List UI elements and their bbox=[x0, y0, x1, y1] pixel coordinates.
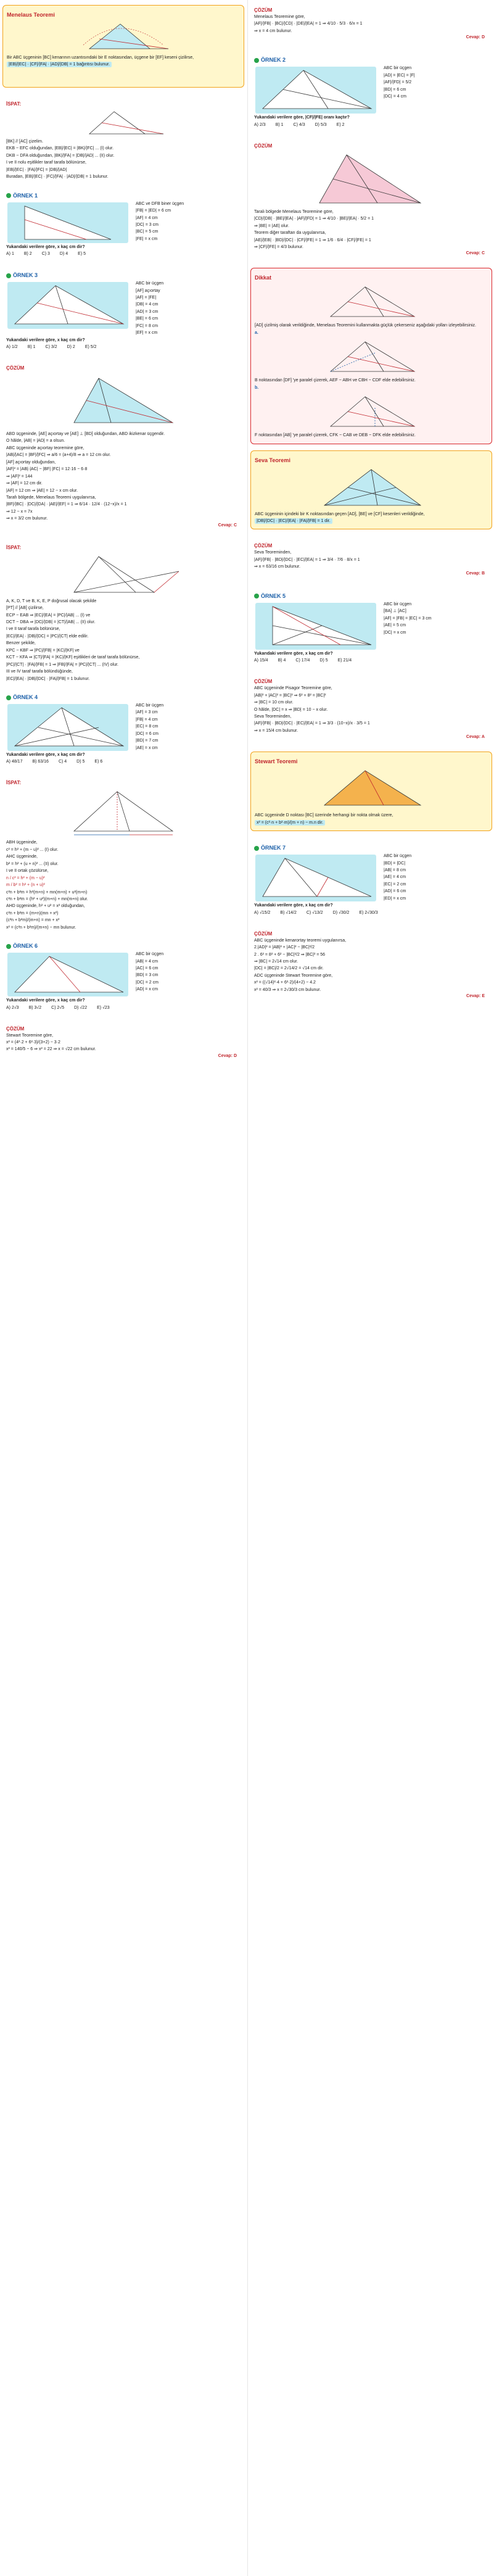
cozum3-line-5: [AF] açıortay olduğundan, bbox=[6, 460, 56, 465]
cozum7-line-1: ABC üçgeninde kenarortay teoremi uygulanırsa, bbox=[254, 938, 347, 943]
cozum3-line-7: ⇒ |AF|² = 144 bbox=[6, 474, 33, 479]
dikkat-b-figure bbox=[322, 393, 421, 430]
ornek3-given-8: |EF| = x cm bbox=[136, 331, 158, 336]
ornek4-given-5: |DC| = 6 cm bbox=[136, 731, 158, 736]
cozum3-line-10: Tarafı bölgede, Menelaus Teoremi uygulanırsa, bbox=[6, 495, 96, 500]
choice-c[interactable]: C) 2√5 bbox=[51, 1005, 65, 1010]
cozum2-line-4: Teorem diğer taraftan da uygulanırsa, bbox=[254, 231, 326, 236]
cozum6-answer: Cevap: D bbox=[218, 1053, 237, 1058]
ornek1-section bbox=[0, 185, 247, 265]
cozum6-title: ÇÖZÜM bbox=[6, 1025, 25, 1032]
ornek5-choices bbox=[254, 658, 488, 663]
ispat2-line-2: [PT] // [AB] çizilirse, bbox=[6, 606, 44, 611]
ornek2-section bbox=[248, 49, 494, 135]
cozum7-line-5: |DC| = |BC|/2 = 2√14/2 = √14 cm dir. bbox=[254, 966, 324, 971]
ornek7-question: Yukarıdaki verilere göre, x kaç cm dir? bbox=[254, 903, 333, 908]
ornek2-given-4: |BD| = 6 cm bbox=[384, 87, 406, 92]
ornek7-choices bbox=[254, 911, 488, 915]
ornek5-label: ÖRNEK 5 bbox=[261, 592, 286, 599]
choice-e[interactable]: E) 2 bbox=[336, 122, 345, 127]
ispat2-line-3: ECP ~ EAB ⇒ |EC|/|EA| = |PC|/|AB| ... (I) ve bbox=[6, 613, 91, 618]
ispat2-line-6: |EC|/|EA| · |DB|/|DC| = |PC|/|CT| elde edilir. bbox=[6, 634, 89, 639]
cozum3-line-12: ⇒ 12 − x = 7x bbox=[6, 509, 33, 514]
menelaus-title: Menelaus Teoremi bbox=[7, 12, 55, 18]
choice-c[interactable]: C) 4 bbox=[58, 760, 67, 764]
ornek3-given-1: ABC bir üçgen bbox=[136, 281, 164, 286]
seva-text: ABC üçgeninin içindeki bir K noktasından geçen [AD], [BE] ve [CF] kesenleri verildiğinde, bbox=[255, 511, 425, 516]
ornek1-given-3: |AF| = 4 cm bbox=[136, 215, 158, 220]
cozum7-line-7: x² = ((√14)²·4 + 6²·2)/(4+2) − 4.2 bbox=[254, 980, 316, 985]
ornek2-choices bbox=[254, 123, 488, 127]
cozum2-figure bbox=[310, 151, 433, 207]
cozum5-line-6: |AF|/|FB| · |BD|/|DC| · |EC|/|EA| = 1 ⇒ 3/3 · (10−x)/x · 3/5 = 1 bbox=[254, 721, 370, 726]
ornek7-given-5: |EC| = 2 cm bbox=[384, 882, 406, 887]
ispat1-line-4: I ve II nolu eşitlikler taraf tarafa bölünürse, bbox=[6, 160, 86, 165]
choice-a[interactable]: A) 2/3 bbox=[254, 122, 266, 127]
cozum7-line-3: 2 . 6² = 8² + 6² − |BC|²/2 ⇒ |BC|² = 56 bbox=[254, 952, 326, 957]
cozum1-line-1: Menelaus Teoremine göre, bbox=[254, 15, 305, 19]
dikkat-a-text: B noktasından [DF] 'ye paralel çizerek, AEF ~ ABH ve CBH ~ CDF elde edebilirsiniz. bbox=[255, 378, 416, 383]
ornek4-given-6: |BD| = 7 cm bbox=[136, 739, 158, 743]
ornek4-given-1: ABC bir üçgen bbox=[136, 703, 164, 708]
cozum3-line-11: |BF|/|BC| · |DC|/|DA| · |AE|/|EF| = 1 ⇒ 6/14 · 12/4 · (12−x)/x = 1 bbox=[6, 502, 127, 507]
choice-d[interactable]: D) 2 bbox=[67, 345, 75, 349]
cozum4-answer: Cevap: B bbox=[466, 571, 485, 576]
ornek1-given-2: |FB| = |ED| = 6 cm bbox=[136, 209, 171, 213]
ornek3-given-5: |AD| = 3 cm bbox=[136, 309, 158, 314]
cozum2-line-1: Taralı bölgede Menelaus Teoremine göre, bbox=[254, 209, 334, 214]
ornek7-section bbox=[248, 837, 494, 924]
ornek4-given-7: |AE| = x cm bbox=[136, 745, 158, 750]
ornek5-given-3: |AF| = |FB| = |EC| = 3 cm bbox=[384, 616, 432, 621]
ornek2-given-3: |AF|/|FD| = 5/2 bbox=[384, 80, 412, 85]
ornek-dot-icon bbox=[6, 193, 11, 198]
cozum7-answer: Cevap: E bbox=[466, 994, 485, 999]
choice-a[interactable]: A) 15/4 bbox=[254, 658, 268, 663]
cozum6-line-1: Stewart Teoremine göre, bbox=[6, 1033, 54, 1038]
ornek1-question: Yukarıdaki verilere göre, x kaç cm dir? bbox=[6, 244, 85, 249]
choice-b[interactable]: B) 1 bbox=[27, 345, 36, 349]
ispat3-line-8: c²n + b²m = h²(m+n) + mn(m+n) + u²(m+n) bbox=[6, 890, 88, 895]
cozum3-section bbox=[0, 358, 247, 537]
choice-d[interactable]: D) 5 bbox=[319, 658, 328, 663]
ispat2-title: İSPAT: bbox=[6, 544, 22, 550]
ornek-dot-icon bbox=[6, 273, 11, 278]
choice-e[interactable]: E) 2√30/3 bbox=[359, 910, 378, 915]
ispat3-line-3: AHC üçgeninde, bbox=[6, 855, 38, 859]
cozum2-line-6: ⇒ |CF|/|FE| = 4/3 bulunur. bbox=[254, 244, 303, 249]
ornek1-given-6: |FE| = x cm bbox=[136, 236, 158, 241]
ornek6-choices bbox=[6, 1006, 241, 1010]
ispat3-line-5: I ve II ortak çözülürse, bbox=[6, 869, 49, 874]
ornek1-given-4: |DC| = 3 cm bbox=[136, 222, 158, 227]
cozum4-line-1: Seva Teoreminden, bbox=[254, 550, 292, 555]
ispat2-section bbox=[0, 537, 247, 687]
ornek3-given-4: |DB| = 4 cm bbox=[136, 302, 158, 307]
cozum7-title: ÇÖZÜM bbox=[254, 930, 273, 937]
dikkat-a-figure bbox=[322, 338, 421, 375]
ornek5-given-4: |AE| = 5 cm bbox=[384, 623, 406, 628]
ornek6-label: ÖRNEK 6 bbox=[13, 943, 38, 950]
ornek5-given-2: [BA] ⊥ [AC] bbox=[384, 609, 406, 614]
choice-e[interactable]: E) 21/4 bbox=[337, 658, 352, 663]
ornek1-label: ÖRNEK 1 bbox=[13, 192, 38, 199]
choice-d[interactable]: D) 5 bbox=[76, 760, 85, 764]
ispat3-line-10: AHD üçgeninde, h² + u² = x² olduğundan, bbox=[6, 904, 85, 909]
ornek7-given-3: |AB| = 8 cm bbox=[384, 868, 406, 872]
cozum5-line-7: ⇒ x = 15/4 cm bulunur. bbox=[254, 728, 298, 733]
cozum3-line-3: ABC üçgeninde açıortay teoremine göre, bbox=[6, 445, 84, 450]
ispat2-line-1: A, K, D, T ve B, K, E, P doğrusal olacak şekilde bbox=[6, 598, 97, 603]
cozum5-answer: Cevap: A bbox=[466, 735, 485, 740]
cozum7-line-6: ADC üçgeninde Stewart Teoremine göre, bbox=[254, 973, 333, 978]
stewart-text: ABC üçgeninde D noktası [BC] üzerinde herhangi bir nokta olmak üzere, bbox=[255, 813, 393, 818]
cozum4-line-3: ⇒ x = 63/16 cm bulunur. bbox=[254, 565, 300, 569]
ispat3-line-11: c²n + b²m = (m+n)(mn + x²) bbox=[6, 911, 59, 916]
ornek5-figure bbox=[254, 602, 377, 651]
ispat3-line-13: x² = (c²n + b²m)/(m+n) − mn bulunur. bbox=[6, 925, 76, 930]
right-column bbox=[247, 0, 494, 2576]
cozum2-section bbox=[248, 136, 494, 266]
ornek7-given-2: |BD| = |DC| bbox=[384, 861, 406, 866]
ornek-dot-icon bbox=[254, 846, 259, 851]
choice-e[interactable]: E) 6 bbox=[94, 760, 103, 764]
choice-c[interactable]: C) 3/2 bbox=[45, 345, 57, 349]
cozum4-title: ÇÖZÜM bbox=[254, 543, 273, 549]
ornek3-question: Yukarıdaki verilere göre, x kaç cm dir? bbox=[6, 338, 85, 342]
cozum5-line-2: |AB|² + |AC|² = |BC|² ⇒ 6² + 8² = |BC|² bbox=[254, 693, 326, 698]
cozum3-line-8: ⇒ |AF| = 12 cm dir. bbox=[6, 481, 43, 486]
ornek1-choices bbox=[6, 252, 241, 256]
cozum5-line-3: ⇒ |BC| = 10 cm olur. bbox=[254, 700, 294, 705]
cozum5-section bbox=[248, 671, 494, 749]
ispat1-title: İSPAT: bbox=[6, 101, 22, 107]
ispat2-line-9: KCT ~ KFA ⇒ |CT|/|FA| = |KC|/|KF| eşitlikleri de taraf tarafa bölünürse, bbox=[6, 655, 140, 660]
choice-c[interactable]: C) √13/2 bbox=[306, 910, 323, 915]
ispat2-figure bbox=[62, 553, 185, 596]
ornek2-figure bbox=[254, 65, 377, 115]
seva-figure bbox=[316, 466, 427, 509]
ornek1-given-5: |BC| = 5 cm bbox=[136, 230, 158, 234]
choice-a[interactable]: A) 1 bbox=[6, 252, 14, 257]
choice-b[interactable]: B) √14/2 bbox=[280, 910, 297, 915]
seva-formula: |DB|/|DC| · |EC|/|EA| · |FA|/|FB| = 1 dir. bbox=[255, 518, 332, 524]
cozum7-line-8: x² = 40/3 ⇒ x = 2√30/3 cm bulunur. bbox=[254, 987, 321, 992]
ispat3-title: İSPAT: bbox=[6, 780, 22, 786]
ornek6-section bbox=[0, 935, 247, 1018]
ornek3-given-3: |AF| = |FE| bbox=[136, 295, 157, 300]
ornek-dot-icon bbox=[6, 944, 11, 949]
ornek5-section bbox=[248, 586, 494, 671]
ornek-dot-icon bbox=[6, 695, 11, 700]
ornek4-given-3: |FB| = 4 cm bbox=[136, 717, 158, 722]
ispat1-line-5: |EB|/|EC| · |FA|/|FC| = |DB|/|AD| bbox=[6, 167, 67, 172]
ornek4-section bbox=[0, 687, 247, 773]
ornek2-question: Yukarıdaki verilere göre, |CF|/|FE| oranı kaçtır? bbox=[254, 115, 350, 120]
cozum3-line-6: |AF|² = |AB|·|AC| − |BF|·|FC| = 12·16 − 6·8 bbox=[6, 467, 88, 472]
cozum5-line-4: O hâlde, |DC| = x ⇒ |BD| = 10 − x olur. bbox=[254, 707, 328, 712]
cozum3-line-1: ABD üçgeninde, [AE] açıortay ve [AE] ⊥ [BD] olduğundan, ABD ikizkenar üçgendir. bbox=[6, 432, 165, 436]
ornek6-given-6: |AD| = x cm bbox=[136, 987, 158, 992]
ispat1-line-6: Buradan, |EB|/|EC| · |FC|/|FA| · |AD|/|DB| = 1 bulunur. bbox=[6, 175, 109, 180]
ispat2-line-5: I ve II taraf tarafa bölünürse, bbox=[6, 627, 60, 632]
cozum2-line-3: ⇒ |BE| = |AE| olur. bbox=[254, 223, 289, 228]
ispat3-line-9: c²n + b²m = (h² + u²)(m+n) + mn(m+n) olur. bbox=[6, 897, 88, 901]
ispat2-line-10: |PC|/|CT| · |FA|/|FB| = 1 ⇒ |FB|/|FA| = |PC|/|CT| ... (IV) olur. bbox=[6, 662, 118, 667]
menelaus-figure bbox=[77, 20, 170, 52]
cozum1-line-2: |AF|/|FB| · |BC|/|CD| · |DE|/|EA| = 1 ⇒ 4/10 · 5/3 · 6/x = 1 bbox=[254, 22, 363, 27]
menelaus-text: Bir ABC üçgeninin [BC] kenarının uzantısındaki bir E noktasından, üçgene bir [EF] keseni çizilirse, bbox=[7, 56, 194, 60]
cozum1-title: ÇÖZÜM bbox=[254, 7, 273, 13]
cozum1-section bbox=[248, 0, 494, 49]
choice-d[interactable]: D) √30/2 bbox=[332, 910, 350, 915]
ispat2-line-7: Benzer şekilde, bbox=[6, 641, 36, 646]
ornek6-figure bbox=[6, 951, 130, 998]
seva-title: Seva Teoremi bbox=[255, 457, 290, 463]
choice-b[interactable]: B) 2 bbox=[23, 252, 32, 257]
ispat3-line-2: c² = h² + (m − u)² ... (I) olur. bbox=[6, 847, 59, 852]
ornek4-figure bbox=[6, 703, 130, 752]
ornek3-label: ÖRNEK 3 bbox=[13, 272, 38, 279]
cozum2-answer: Cevap: C bbox=[466, 251, 485, 256]
cozum4-section bbox=[248, 536, 494, 585]
cozum3-line-13: ⇒ x = 3/2 cm bulunur. bbox=[6, 516, 48, 521]
seva-box bbox=[250, 450, 492, 530]
ornek7-given-7: |ED| = x cm bbox=[384, 896, 406, 901]
choice-d[interactable]: D) 4 bbox=[59, 252, 68, 257]
choice-a[interactable]: A) 1/2 bbox=[6, 345, 18, 349]
ispat3-line-7: m / b² = h² + (n + u)² bbox=[6, 883, 45, 888]
cozum5-title: ÇÖZÜM bbox=[254, 679, 273, 685]
ornek3-given-6: |BE| = 6 cm bbox=[136, 317, 158, 321]
menelaus-box bbox=[2, 5, 244, 88]
cozum2-title: ÇÖZÜM bbox=[254, 143, 273, 149]
choice-a[interactable]: A) 2√3 bbox=[6, 1005, 19, 1010]
cozum3-line-4: |AB|/|AC| = |BF|/|FC| ⇒ a/6 = (a+4)/8 ⇒ a = 12 cm olur. bbox=[6, 453, 111, 458]
cozum3-title: ÇÖZÜM bbox=[6, 365, 25, 371]
choice-b[interactable]: B) 63/16 bbox=[32, 760, 49, 764]
ispat1-line-1: [BK] // [AC] çizelim. bbox=[6, 139, 43, 144]
cozum2-line-5: |AE|/|EB| · |BD|/|DC| · |CF|/|FE| = 1 ⇒ 1/6 · 6/4 · |CF|/|FE| = 1 bbox=[254, 238, 371, 242]
choice-e[interactable]: E) √23 bbox=[97, 1005, 110, 1010]
ornek7-given-1: ABC bir üçgen bbox=[384, 854, 412, 859]
ornek7-figure bbox=[254, 853, 377, 903]
ornek1-given-1: ABC ve DFB biner üçgen bbox=[136, 201, 184, 206]
cozum3-answer: Cevap: C bbox=[218, 523, 237, 528]
choice-b[interactable]: B) 4 bbox=[278, 658, 286, 663]
ornek4-choices bbox=[6, 760, 241, 764]
cozum6-section bbox=[0, 1019, 247, 1068]
ornek3-given-7: |FC| = 8 cm bbox=[136, 323, 158, 328]
ornek5-question: Yukarıdaki verilere göre, x kaç cm dir? bbox=[254, 651, 333, 656]
ispat2-line-11: III ve IV taraf tarafa bölündüğünde, bbox=[6, 669, 73, 674]
ornek6-given-2: |AB| = 4 cm bbox=[136, 959, 158, 964]
ornek6-given-5: |DC| = 2 cm bbox=[136, 980, 158, 985]
cozum6-line-2: x² = (4²·2 + 6²·3)/(3+2) − 3·2 bbox=[6, 1040, 60, 1045]
ispat2-line-8: KPC ~ KBF ⇒ |PC|/|FB| = |KC|/|KF| ve bbox=[6, 648, 80, 653]
ispat3-line-4: b² = h² + (u + n)² ... (II) olur. bbox=[6, 861, 59, 866]
ornek-dot-icon bbox=[254, 594, 259, 598]
choice-c[interactable]: C) 17/4 bbox=[295, 658, 310, 663]
dikkat-title: Dikkat bbox=[255, 275, 272, 281]
ispat2-line-12: |EC|/|EA| · |DB|/|DC| · |FA|/|FB| = 1 bulunur. bbox=[6, 676, 90, 681]
ispat1-line-2: EKB ~ EFC olduğundan, |EB|/|EC| = |BK|/|FC| ... (I) olur. bbox=[6, 146, 114, 151]
ispat3-section bbox=[0, 772, 247, 935]
ornek7-label: ÖRNEK 7 bbox=[261, 845, 286, 851]
ornek-dot-icon bbox=[254, 58, 259, 63]
dikkat-text: [AD] çizilmiş olarak verildiğinde, Menelaus Teoremini kullanmakta güçlük çekerseniz aşağıdaki yolları izleyebilirsiniz. bbox=[255, 323, 476, 328]
ispat2-line-4: DCT ~ DBA ⇒ |DC|/|DB| = |CT|/|AB| ... (II) olur. bbox=[6, 620, 96, 624]
cozum7-section bbox=[248, 924, 494, 1009]
cozum2-line-2: |CD|/|DB| · |BE|/|EA| · |AF|/|FD| = 1 ⇒ 4/10 · |BE|/|EA| · 5/2 = 1 bbox=[254, 217, 374, 222]
ornek2-given-2: |AD| = |EC| = |F| bbox=[384, 73, 415, 78]
choice-c[interactable]: C) 3 bbox=[41, 252, 50, 257]
choice-e[interactable]: E) 5 bbox=[78, 252, 86, 257]
ispat1-figure bbox=[77, 109, 170, 136]
stewart-formula: x² = (c²·n + b²·m)/(m + n) − m.n dir. bbox=[255, 820, 325, 826]
ornek3-given-2: [AF] açıortay bbox=[136, 288, 160, 293]
dikkat-box bbox=[250, 268, 492, 444]
ornek2-given-5: |DC| = 4 cm bbox=[384, 94, 406, 99]
stewart-box bbox=[250, 752, 492, 831]
ornek6-given-1: ABC bir üçgen bbox=[136, 952, 164, 957]
ornek1-figure bbox=[6, 201, 130, 244]
ornek7-given-4: |AE| = 4 cm bbox=[384, 875, 406, 880]
choice-a[interactable]: A) √15/2 bbox=[254, 910, 271, 915]
choice-d[interactable]: D) 5/3 bbox=[315, 122, 327, 127]
ornek3-figure bbox=[6, 281, 130, 330]
ornek6-given-3: |AC| = 6 cm bbox=[136, 966, 158, 971]
ispat3-figure bbox=[62, 788, 185, 837]
ornek4-given-2: |AF| = 3 cm bbox=[136, 710, 158, 715]
cozum3-line-2: O hâlde, |AB| = |AD| = a olsun. bbox=[6, 439, 65, 444]
dikkat-figure bbox=[322, 283, 421, 320]
ornek5-given-5: |DC| = x cm bbox=[384, 630, 406, 635]
ornek6-question: Yukarıdaki verilere göre, x kaç cm dir? bbox=[6, 998, 85, 1003]
choice-c[interactable]: C) 4/3 bbox=[293, 122, 305, 127]
ornek7-given-6: |AD| = 6 cm bbox=[384, 889, 406, 894]
ispat3-line-6: n / c² = h² + (m − u)² bbox=[6, 876, 45, 880]
menelaus-formula: |EB|/|EC| · |CF|/|FA| · |AD|/|DB| = 1 bağıntısı bulunur. bbox=[7, 62, 112, 67]
ornek4-label: ÖRNEK 4 bbox=[13, 694, 38, 700]
cozum7-line-2: 2.|AD|² = |AB|² + |AC|² − |BC|²/2 bbox=[254, 945, 315, 950]
choice-b[interactable]: B) 3√2 bbox=[28, 1005, 42, 1010]
ornek4-question: Yukarıdaki verilere göre, x kaç cm dir? bbox=[6, 753, 85, 757]
ornek5-given-1: ABC bir üçgen bbox=[384, 602, 412, 607]
ornek3-choices bbox=[6, 345, 241, 349]
choice-d[interactable]: D) √22 bbox=[74, 1005, 88, 1010]
stewart-figure bbox=[316, 767, 427, 810]
cozum5-line-5: Seva Teoreminden, bbox=[254, 714, 292, 719]
ispat3-line-1: ABH üçgeninde, bbox=[6, 840, 38, 845]
choice-e[interactable]: E) 5/2 bbox=[84, 345, 97, 349]
cozum4-line-2: |AF|/|FB| · |BD|/|DC| · |EC|/|EA| = 1 ⇒ 3/4 · 7/6 · 8/x = 1 bbox=[254, 557, 360, 562]
ispat1-line-3: DKB ~ DFA olduğundan, |BK|/|FA| = |DB|/|AD| ... (II) olur. bbox=[6, 153, 115, 158]
cozum1-line-3: ⇒ x = 4 cm bulunur. bbox=[254, 28, 292, 33]
dikkat-b-text: F noktasından [AB] 'ye paralel çizerek, CFK ~ CAB ve DEB ~ DFK elde edebilirsiniz. bbox=[255, 433, 416, 438]
cozum6-line-3: x² = 140/5 − 6 ⇒ x² = 22 ⇒ x = √22 cm bulunur. bbox=[6, 1047, 96, 1052]
dikkat-b-label: b. bbox=[255, 385, 259, 390]
stewart-title: Stewart Teoremi bbox=[255, 758, 298, 765]
cozum5-line-1: ABC üçgeninde Pisagor Teoremine göre, bbox=[254, 686, 332, 691]
ornek2-given-1: ABC bir üçgen bbox=[384, 66, 412, 71]
cozum3-figure bbox=[62, 373, 185, 429]
cozum3-line-9: |AF| = 12 cm ⇒ |AE| = 12 − x cm olur. bbox=[6, 488, 78, 493]
ornek6-given-4: |BD| = 3 cm bbox=[136, 973, 158, 978]
ispat1-section bbox=[0, 94, 247, 185]
ornek2-label: ÖRNEK 2 bbox=[261, 57, 286, 64]
ornek4-given-4: |EC| = 8 cm bbox=[136, 724, 158, 729]
dikkat-a-label: a. bbox=[255, 330, 258, 335]
cozum1-answer: Cevap: D bbox=[466, 35, 485, 40]
choice-b[interactable]: B) 1 bbox=[275, 122, 284, 127]
cozum7-line-4: ⇒ |BC| = 2√14 cm olur. bbox=[254, 959, 298, 964]
ispat3-line-12: (c²n + b²m)/(m+n) = mn + x² bbox=[6, 918, 60, 923]
ornek3-section bbox=[0, 265, 247, 358]
choice-a[interactable]: A) 48/17 bbox=[6, 760, 23, 764]
